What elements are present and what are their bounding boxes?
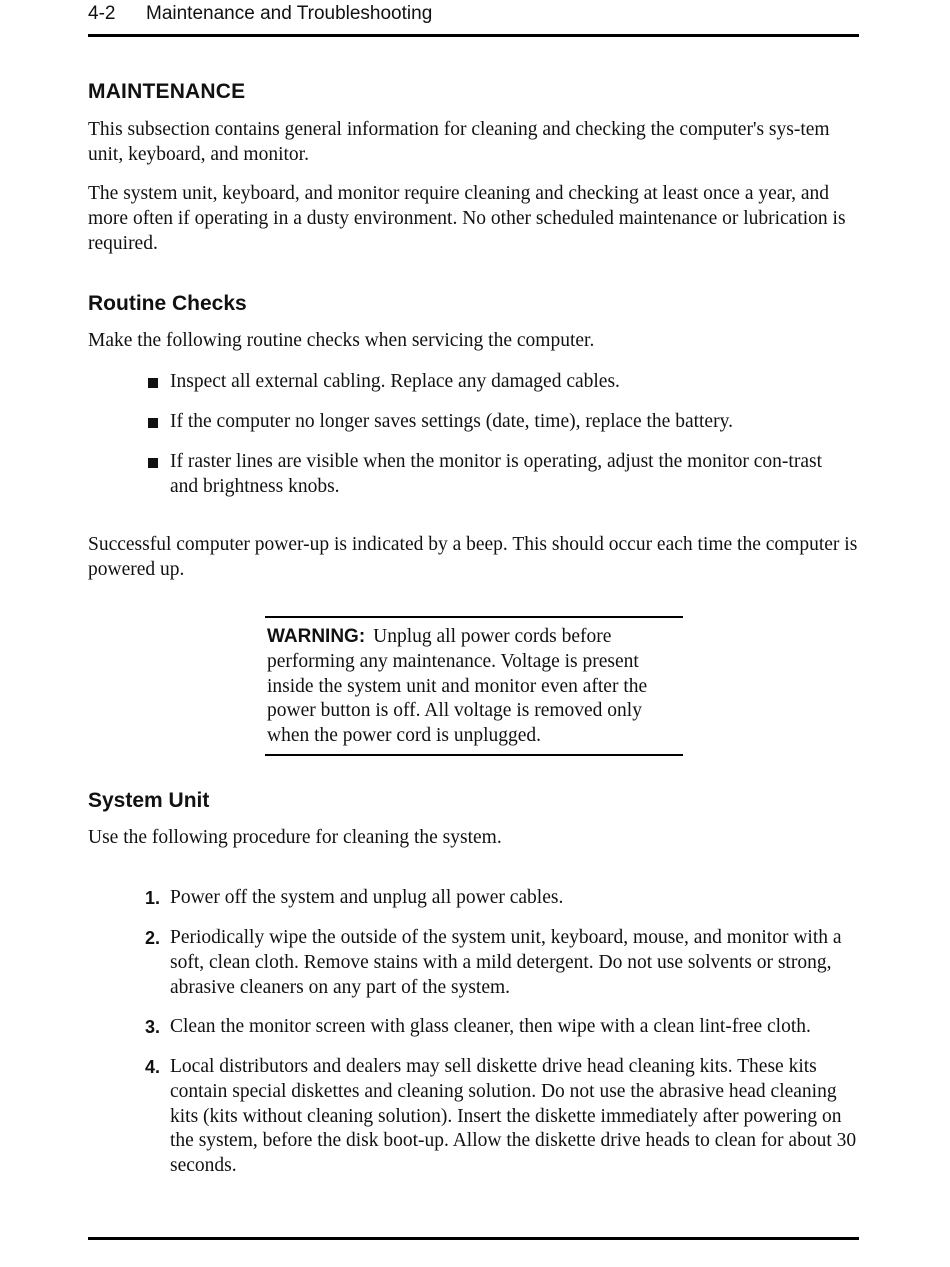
routine-checks-intro: Make the following routine checks when servicing the computer. — [88, 330, 595, 351]
maintenance-paragraph-1: This subsection contains general information for cleaning and checking the computer's sys-tem unit, keyboard, and monitor. — [88, 119, 830, 165]
warning-box — [265, 616, 683, 756]
warning-text: Unplug all power cords before performing any maintenance. Voltage is present inside the system unit and monitor even after the power button is off. All voltage is removed only when the power cord is unplugged. — [267, 626, 648, 747]
system-unit-intro: Use the following procedure for cleaning the system. — [88, 827, 502, 848]
system-unit-heading: System Unit — [88, 789, 210, 812]
step-number: 4. — [145, 1057, 161, 1077]
bullet-text: If raster lines are visible when the monitor is operating, adjust the monitor con-trast and brightness knobs. — [170, 451, 822, 497]
step-text: Local distributors and dealers may sell diskette drive head cleaning kits. These kits contain special diskettes and cleaning solution. Do not use the abrasive head cleaning kits (kits without cleaning solution). Insert the diskette immediately after powering on the system, before the disk boot-up. Allow the diskette drive heads to clean for about 30 seconds. — [170, 1056, 857, 1177]
step-text: Clean the monitor screen with glass cleaner, then wipe with a clean lint-free cloth. — [170, 1016, 811, 1037]
step-number: 2. — [145, 928, 161, 948]
warning-label: WARNING: — [267, 626, 366, 647]
step-number: 1. — [145, 888, 161, 908]
page-number: 4-2 — [88, 3, 116, 24]
bullet-square-icon — [148, 458, 158, 468]
maintenance-paragraph-2: The system unit, keyboard, and monitor require cleaning and checking at least once a year, and more often if operating in a dusty environment. No other scheduled maintenance or lubrication is required. — [88, 183, 846, 254]
bullet-text: If the computer no longer saves settings (date, time), replace the battery. — [170, 411, 733, 432]
step-text: Power off the system and unplug all power cables. — [170, 887, 564, 908]
routine-checks-heading: Routine Checks — [88, 292, 247, 315]
running-header — [88, 0, 859, 37]
footer-rule — [88, 1237, 859, 1240]
power-up-paragraph: Successful computer power-up is indicated by a beep. This should occur each time the computer is powered up. — [88, 534, 858, 580]
bullet-square-icon — [148, 418, 158, 428]
warning-body — [267, 625, 681, 749]
maintenance-heading: MAINTENANCE — [88, 80, 246, 103]
bullet-square-icon — [148, 378, 158, 388]
step-text: Periodically wipe the outside of the system unit, keyboard, mouse, and monitor with a soft, clean cloth. Remove stains with a mild detergent. Do not use solvents or strong, abrasive cleaners on any part of the system. — [170, 927, 842, 998]
step-number: 3. — [145, 1017, 161, 1037]
chapter-title: Maintenance and Troubleshooting — [146, 3, 433, 24]
bullet-text: Inspect all external cabling. Replace any damaged cables. — [170, 371, 620, 392]
